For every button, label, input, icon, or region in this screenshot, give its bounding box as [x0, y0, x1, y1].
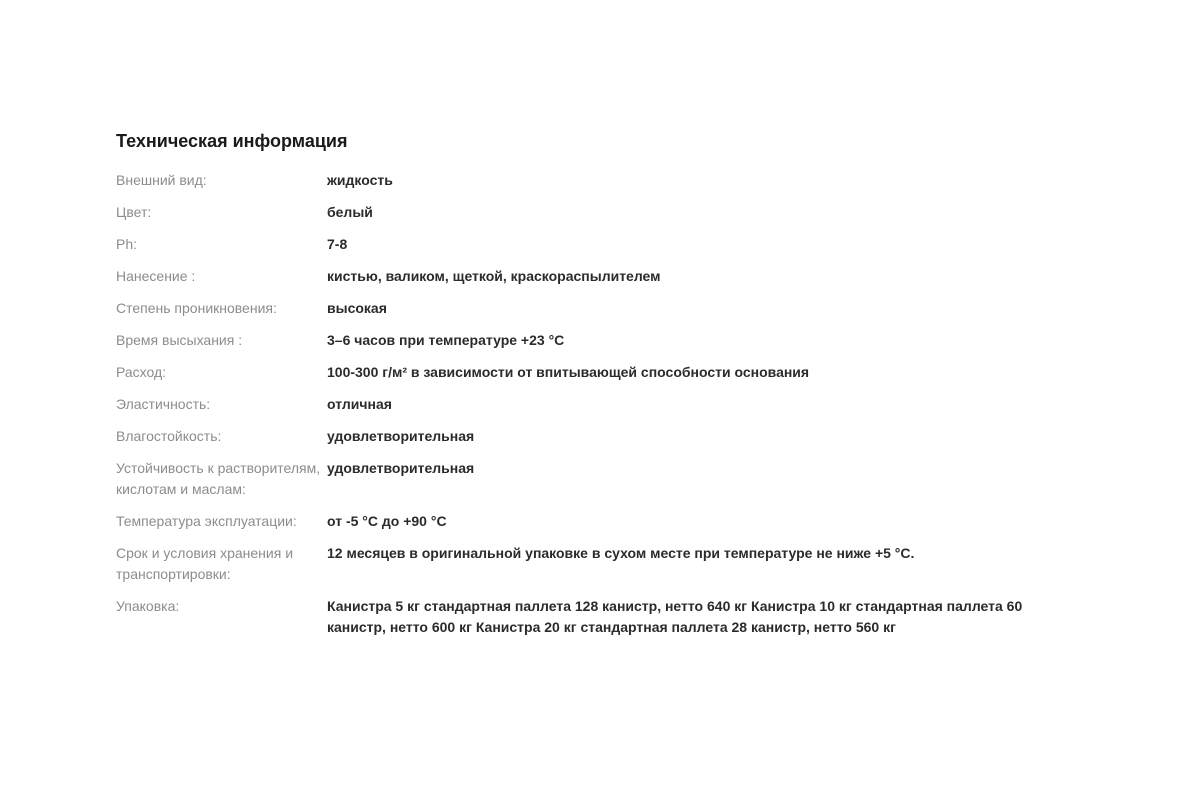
spec-value: 3–6 часов при температуре +23 °С	[327, 332, 565, 348]
spec-row-penetration	[116, 298, 1036, 330]
spec-value: 7-8	[327, 236, 348, 252]
spec-row-drying-time	[116, 330, 1036, 362]
spec-label: Срок и условия хранения и транспортировки:	[116, 545, 294, 582]
spec-value: от -5 °С до +90 °С	[327, 513, 447, 529]
spec-label: Устойчивость к растворителям, кислотам и маслам:	[116, 460, 321, 497]
spec-label: Эластичность:	[116, 396, 211, 412]
spec-row-ph	[116, 234, 1036, 266]
spec-label: Влагостойкость:	[116, 428, 222, 444]
spec-value: белый	[327, 204, 373, 220]
spec-label: Нанесение :	[116, 268, 196, 284]
spec-row-appearance	[116, 170, 1036, 202]
spec-value: Канистра 5 кг стандартная паллета 128 канистр, нетто 640 кг Канистра 10 кг стандартная паллета 60 канистр, нетто 600 кг Канистра 20 кг стандартная паллета 28 канистр, нетто 560 кг	[327, 598, 1023, 635]
spec-table	[116, 170, 1036, 649]
spec-label: Упаковка:	[116, 598, 180, 614]
spec-value: кистью, валиком, щеткой, краскораспылителем	[327, 268, 661, 284]
spec-row-chemical-resistance	[116, 458, 1036, 511]
spec-value: отличная	[327, 396, 392, 412]
section-title: Техническая информация	[116, 131, 348, 151]
spec-value: удовлетворительная	[327, 460, 475, 476]
spec-label: Цвет:	[116, 204, 152, 220]
spec-value: удовлетворительная	[327, 428, 475, 444]
spec-row-storage	[116, 543, 1036, 596]
spec-row-moisture-resistance	[116, 426, 1036, 458]
spec-value: высокая	[327, 300, 387, 316]
technical-info-section	[116, 128, 1036, 649]
spec-row-operating-temperature	[116, 511, 1036, 543]
spec-value: 100-300 г/м² в зависимости от впитывающей способности основания	[327, 364, 810, 380]
spec-value: 12 месяцев в оригинальной упаковке в сухом месте при температуре не ниже +5 °С.	[327, 545, 915, 561]
spec-label: Температура эксплуатации:	[116, 513, 297, 529]
spec-row-elasticity	[116, 394, 1036, 426]
spec-row-packaging	[116, 596, 1036, 649]
spec-row-color	[116, 202, 1036, 234]
spec-label: Расход:	[116, 364, 167, 380]
spec-row-consumption	[116, 362, 1036, 394]
spec-value: жидкость	[327, 172, 393, 188]
spec-label: Ph:	[116, 236, 138, 252]
spec-label: Степень проникновения:	[116, 300, 277, 316]
spec-label: Внешний вид:	[116, 172, 207, 188]
spec-label: Время высыхания :	[116, 332, 243, 348]
spec-row-application	[116, 266, 1036, 298]
